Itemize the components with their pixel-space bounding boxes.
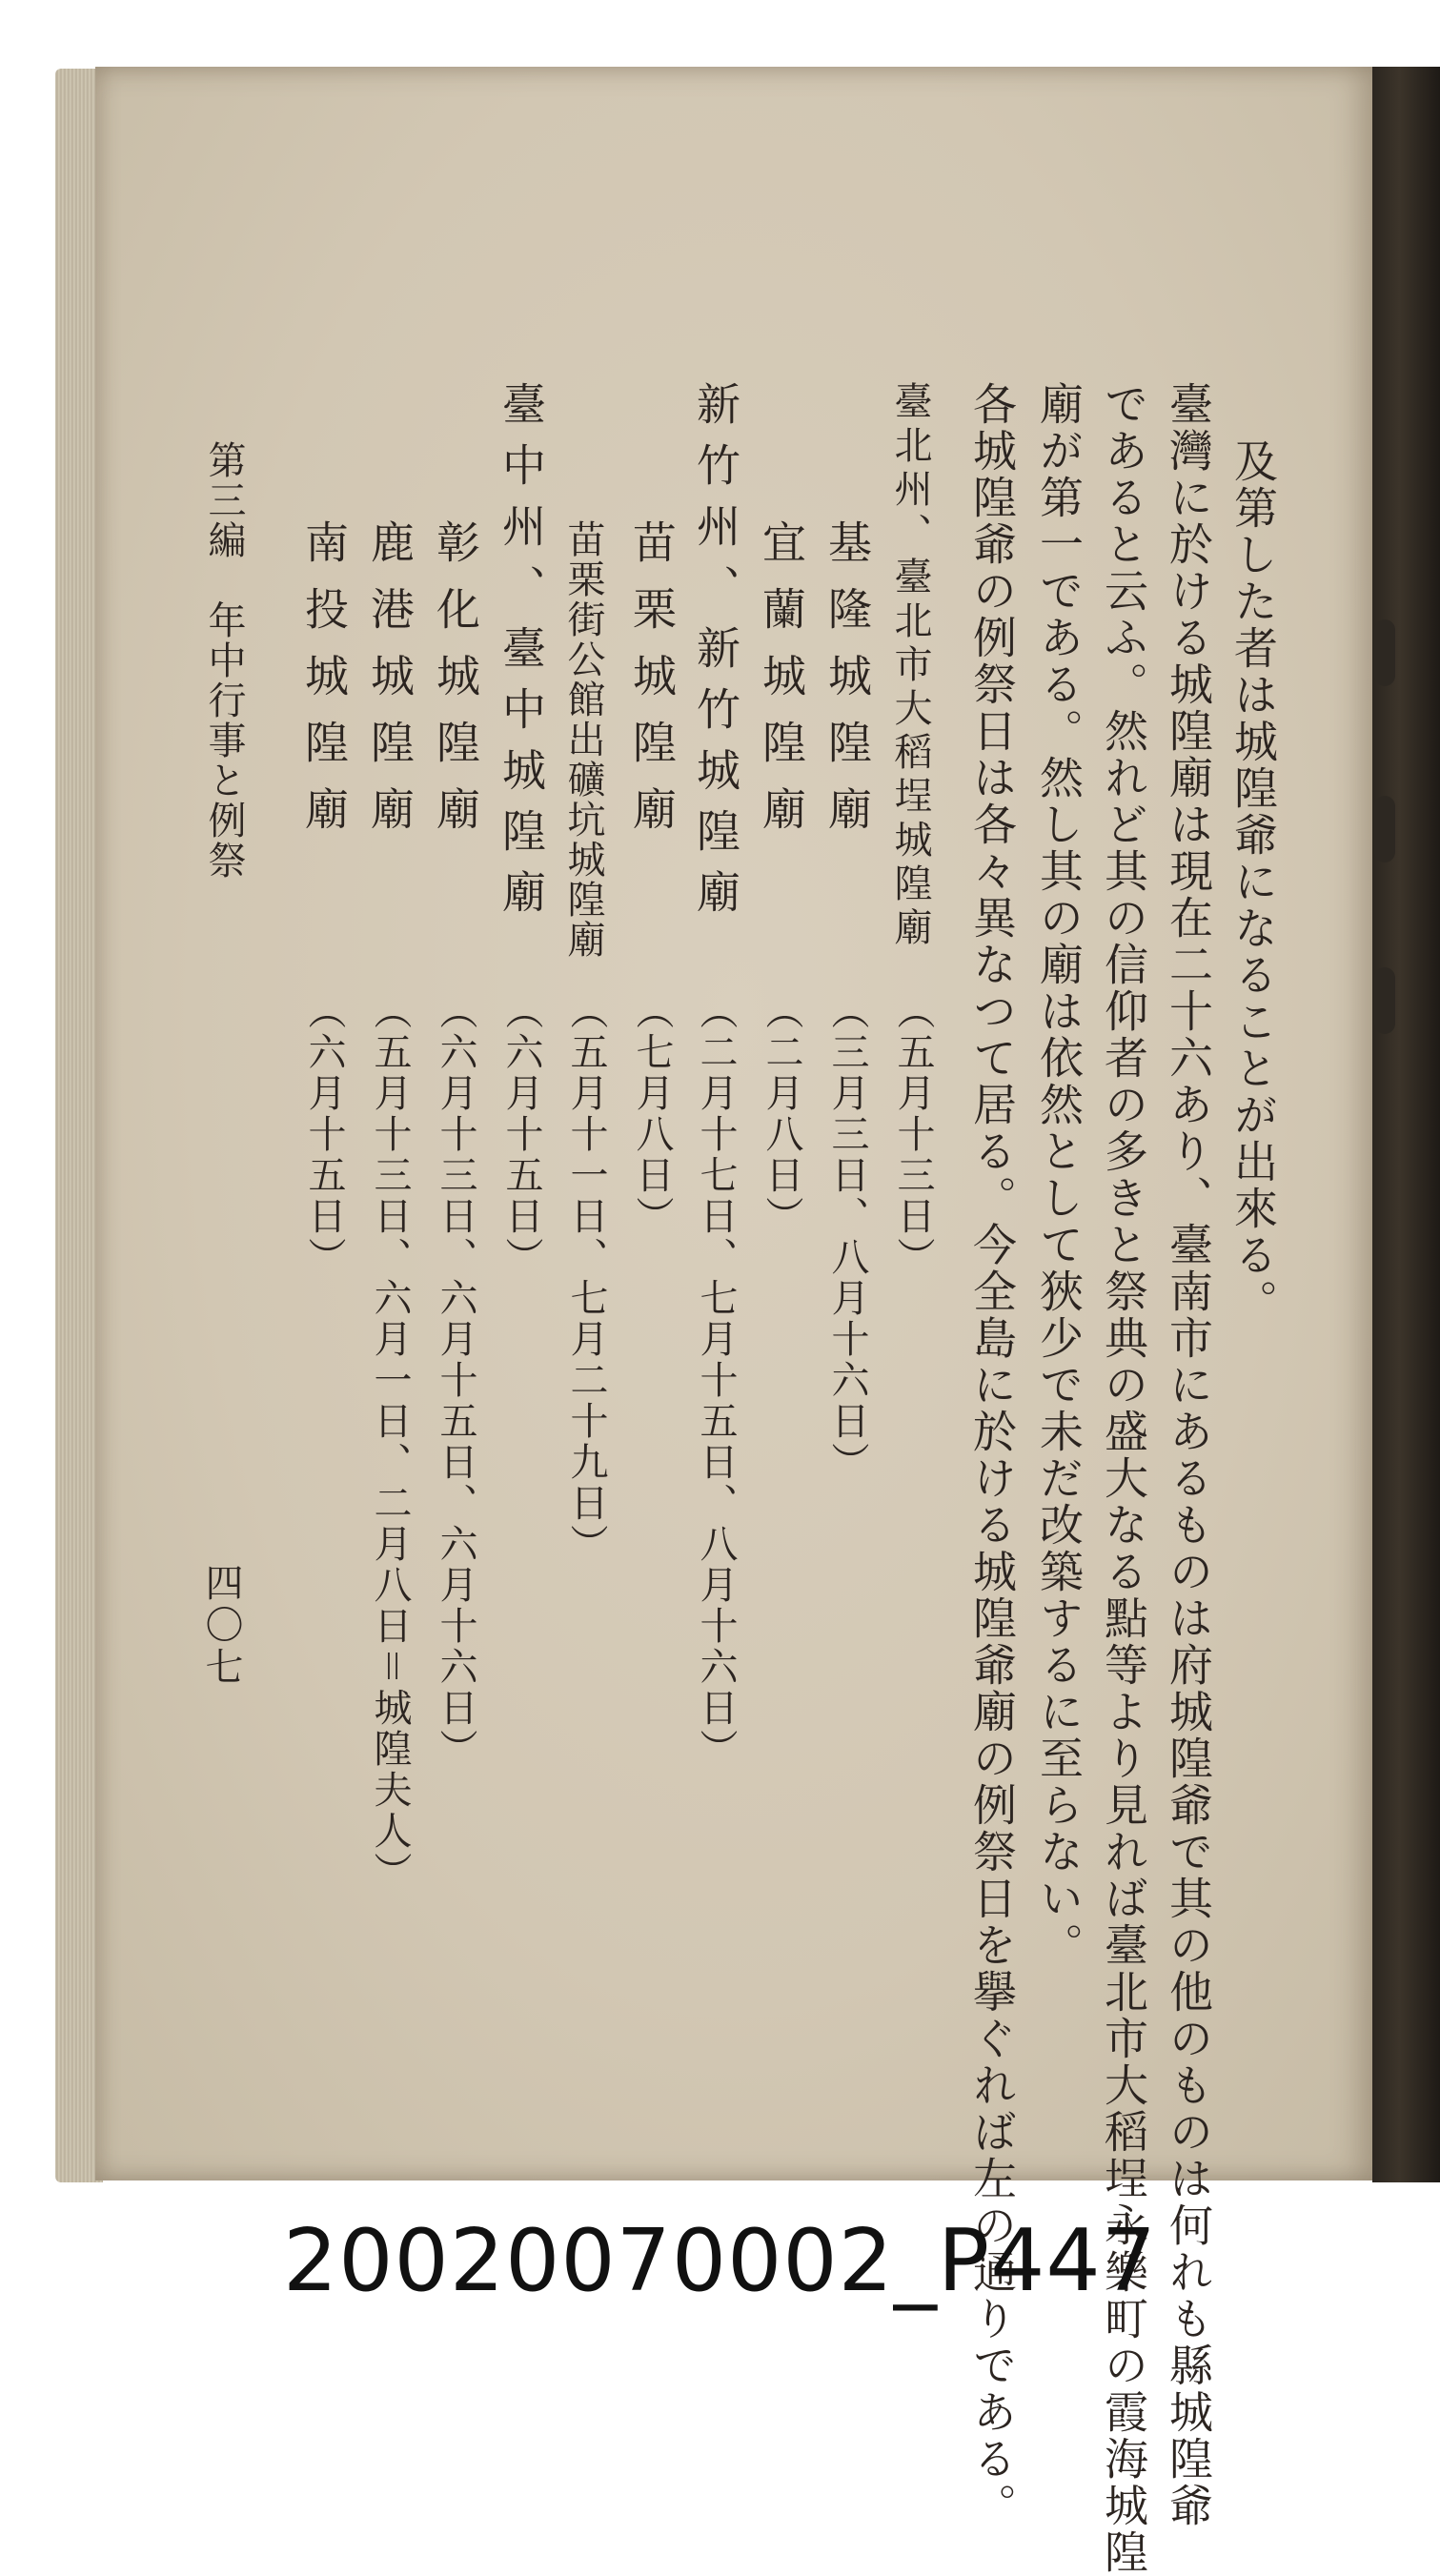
archive-caption: 20020070002_P447	[283, 2211, 1157, 2311]
festival-date: （六月十五日）	[499, 991, 543, 1278]
binding-hole	[1374, 967, 1395, 1034]
temple-name: 南投城隍廟	[298, 519, 350, 853]
temple-name: 基隆城隍廟	[821, 519, 873, 853]
temple-name: 苗栗城隍廟	[626, 519, 678, 853]
festival-date: （六月十三日、六月十五日、六月十六日）	[434, 991, 477, 1770]
temple-name: 臺中州、臺中城隍廟	[496, 381, 547, 930]
festival-date: （五月十三日、六月一日、二月八日＝城隍夫人）	[368, 991, 412, 1893]
page-number: 四〇七	[199, 1563, 243, 1689]
temple-name: 苗栗街公館出礦坑城隍廟	[561, 519, 605, 960]
temple-name: 新竹州、新竹城隍廟	[690, 381, 741, 930]
paragraph-line: 及第した者は城隍爺になることが出來る。	[1227, 438, 1279, 1326]
festival-date: （五月十一日、七月二十九日）	[564, 991, 608, 1565]
paragraph-line: 廟が第一である。然し其の廟は依然として狹少で未だ改築するに至らない。	[1033, 381, 1085, 1969]
paragraph-line: 臺灣に於ける城隍廟は現在二十六あり、臺南市にあるものは府城隍爺で其の他のものは何れも縣城隍爺	[1163, 381, 1214, 2529]
festival-date: （五月十三日）	[891, 991, 935, 1278]
festival-date: （二月八日）	[760, 991, 803, 1237]
festival-date: （二月十七日、七月十五日、八月十六日）	[694, 991, 738, 1770]
binding-hole	[1374, 619, 1395, 686]
temple-name: 臺北州、臺北市大稻埕城隍廟	[888, 381, 932, 951]
festival-date: （七月八日）	[630, 991, 674, 1237]
temple-name: 宜蘭城隍廟	[756, 519, 807, 853]
book-spine-edge	[1372, 67, 1440, 2182]
temple-name: 鹿港城隍廟	[364, 519, 416, 853]
temple-name: 彰化城隍廟	[430, 519, 481, 853]
paragraph-line: 各城隍爺の例祭日は各々異なつて居る。今全島に於ける城隍爺廟の例祭日を擧ぐれば左の通りである。	[966, 381, 1018, 2529]
section-header: 第三編 年中行事と例祭	[202, 440, 246, 881]
festival-date: （三月三日、八月十六日）	[825, 991, 869, 1483]
festival-date: （六月十五日）	[302, 991, 346, 1278]
paragraph-line: であると云ふ。然れど其の信仰者の多きと祭典の盛大なる點等より見れば臺北市大稻埕永樂町の霞海城隍	[1098, 381, 1149, 2576]
binding-hole	[1374, 796, 1395, 862]
